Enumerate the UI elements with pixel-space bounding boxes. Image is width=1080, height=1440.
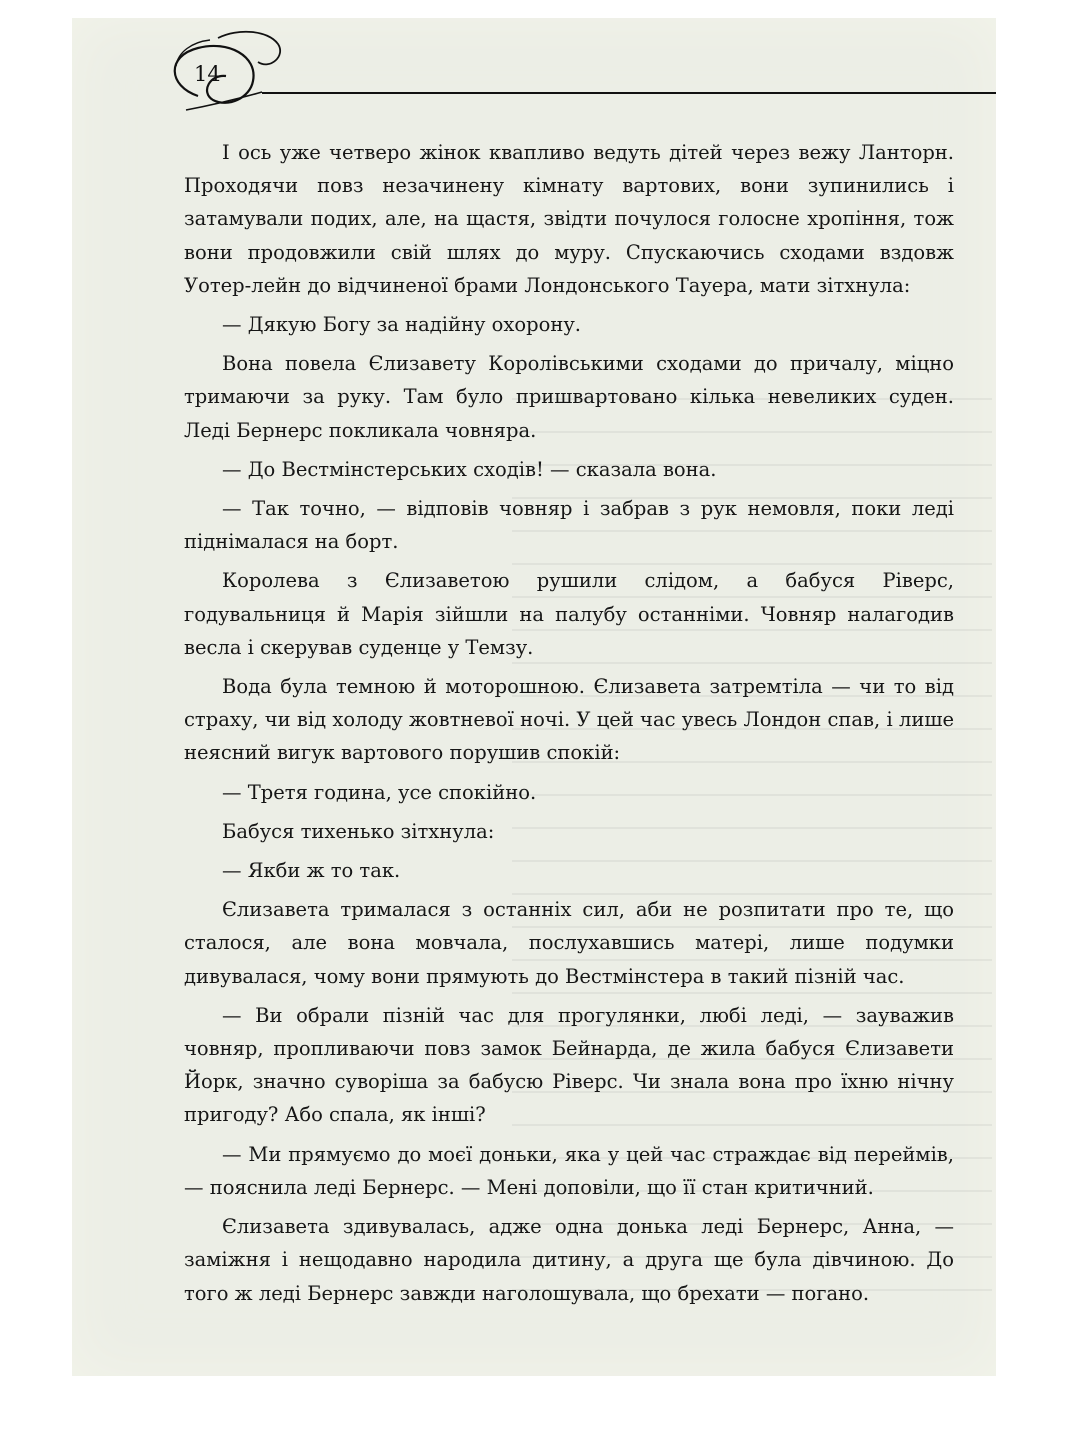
paragraph: Єлизавета трималася з останніх сил, аби не розпитати про те, що сталося, але вона мовчала, послухавшись матері, лише подумки дивувалася, чому вони прямують до Вестмінстера в такий пізній час. [184, 898, 954, 988]
book-page [72, 18, 996, 1376]
paragraph: — Ви обрали пізній час для прогулянки, любі леді, — зауважив човняр, пропливаючи повз замок Бейнарда, де жила бабуся Єлизавети Йорк, значно суворіша за бабусю Ріверс. Чи знала вона про їхню нічну пригоду? Або спала, як інші? [184, 1003, 954, 1127]
paragraph: Бабуся тихенько зітхнула: [222, 819, 495, 843]
flourish-ornament-icon [158, 26, 348, 118]
paragraph: І ось уже четверо жінок квапливо ведуть дітей через вежу Ланторн. Проходячи повз незачинену кімнату вартових, вони зупинились і затамували подих, але, на щастя, звідти почулося голосне хропіння, тож вони продовжили свій шлях до муру. Спускаючись сходами вздовж Уотер-лейн до відчиненої брами Лондонського Тауера, мати зітхнула: [184, 141, 954, 297]
paragraph: Королева з Єлизаветою рушили слідом, а бабуся Ріверс, годувальниця й Марія зійшли на палубу останніми. Човняр налагодив весла і скерував суденце у Темзу. [184, 569, 954, 659]
paragraph: — Якби ж то так. [222, 859, 401, 883]
paragraph: — Третя година, усе спокійно. [222, 780, 537, 804]
paragraph: — Так точно, — відповів човняр і забрав з рук немовля, поки леді піднімалася на борт. [184, 497, 954, 554]
paragraph: — До Вестмінстерських сходів! — сказала вона. [222, 457, 717, 481]
paragraph: Вода була темною й моторошною. Єлизавета затремтіла — чи то від страху, чи від холоду жовтневої ночі. У цей час увесь Лондон спав, і лише неясний вигук вартового порушив спокій: [184, 675, 954, 765]
page-number: 14 [194, 62, 221, 86]
body-text [184, 136, 954, 1316]
paragraph: — Ми прямуємо до моєї доньки, яка у цей час страждає від переймів, — пояснила леді Бернерс. — Мені доповіли, що її стан критичний. [184, 1142, 954, 1199]
paragraph: Вона повела Єлизавету Королівськими сходами до причалу, міцно тримаючи за руку. Там було пришвартовано кілька невеликих суден. Леді Бернерс покликала човняра. [184, 352, 954, 442]
paragraph: Єлизавета здивувалась, адже одна донька леді Бернерс, Анна, — заміжня і нещодавно народила дитину, а друга ще була дівчиною. До того ж леді Бернерс завжди наголошувала, що брехати — погано. [184, 1215, 954, 1305]
header-rule [262, 92, 996, 94]
paragraph: — Дякую Богу за надійну охорону. [222, 313, 582, 337]
